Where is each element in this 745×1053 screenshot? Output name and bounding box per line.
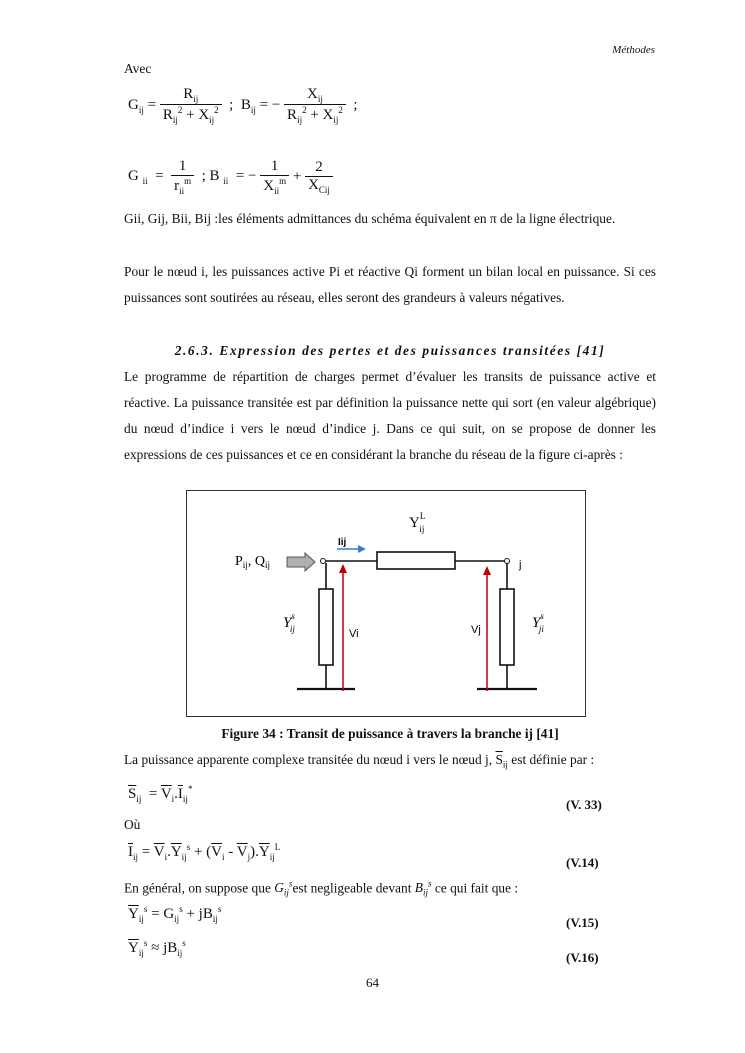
equation-number-v14: (V.14) — [566, 855, 599, 870]
label-current: Iij — [338, 537, 347, 548]
equation-number-v15: (V.15) — [566, 915, 599, 930]
figure-caption: Figure 34 : Transit de puissance à travers la branche ij [41] — [221, 726, 559, 741]
current-arrow — [358, 545, 366, 553]
shunt-right — [500, 589, 514, 665]
shunt-left — [319, 589, 333, 665]
equation-gii-bii: G $_{ii}$ = $\frac{1}{r_{ii}^m}$ ; B $_{ii}$ = − $\frac{1}{X_{ii}^m}$ + $\frac{2}{X_{Cij}}$ — [128, 158, 333, 196]
equation-yij-approx: $\overline{Y}_{ij}^s \approx jB_{ij}^s$ — [128, 938, 186, 958]
section-title: 2.6.3. Expression des pertes et des puissances transitées [41] — [174, 343, 606, 358]
equation-yij-full: $\overline{Y}_{ij}^s = G_{ij}^s + jB_{ij}^s$ — [128, 904, 222, 924]
vj-arrow — [483, 566, 491, 575]
label-j: j — [519, 559, 522, 571]
label-ou: Où — [124, 817, 141, 832]
paragraph-admittances: Gii, Gij, Bii, Bij :les éléments admittances du schéma équivalent en π de la ligne électrique. — [124, 211, 616, 226]
power-block-arrow — [287, 553, 315, 571]
running-header: Méthodes — [612, 44, 655, 56]
vi-arrow — [339, 564, 347, 573]
label-vj: Vj — [471, 624, 481, 636]
equation-gij-bij: $G_{ij}$ = $\frac{R_{ij}}{R_{ij}^2 + X_{ij}^2}$ ; $B_{ij}$ = − $\frac{X_{ij}}{R_{ij}^2 + X_{ij}^2}$ ; — [128, 86, 358, 125]
equation-iij: $\overline{I}_{ij} = \overline{V}_i.\overline{Y}_{ij}^s + (\overline{V}_i - \overline{V}_j).\overline{Y}_{ij}^L$ — [128, 842, 281, 862]
series-impedance — [377, 552, 455, 569]
paragraph-transits: Le programme de répartition de charges permet d’évaluer les transits de puissance active et réactive. La puissance transitée est par définition la puissance nette qui sort (en valeur algébrique) du nœud d’indice i vers le nœud d’indice j. Dans ce qui suit, on se propose de donner les expressions de ces puissances et ce en considérant la branche du réseau de la figure ci-après : — [124, 369, 656, 462]
label-ylij: $Y^L$ ij — [409, 511, 426, 534]
equation-number-v16: (V.16) — [566, 950, 599, 965]
paragraph-apparent-power: La puissance apparente complexe transitée du nœud i vers le nœud j, $\overline{S}_{ij}$ est définie par : — [124, 752, 595, 770]
paragraph-bilan: Pour le nœud i, les puissances active Pi et réactive Qi forment un bilan local en puissance. Si ces puissances sont soutirées au réseau, elles seront des grandeurs à valeurs négatives. — [124, 264, 656, 305]
equation-number-v33: (V. 33) — [566, 797, 602, 812]
node-i — [321, 559, 326, 564]
label-vi: Vi — [349, 628, 359, 640]
label-pij-qij: $P_{ij}$, $Q_{ij}$ — [235, 554, 270, 570]
node-j — [505, 559, 510, 564]
paragraph-hypothesis: En général, on suppose que $G_{ij}^sest$ negligeable devant $B_{ij}^s$ ce qui fait que : — [124, 879, 519, 899]
equation-sij: $\overline{S}_{ij} = \overline{V}_i.\overline{I}_{ij}^*$ — [128, 784, 193, 804]
circuit-svg — [187, 491, 585, 716]
label-ysij: $Y^s$ ij — [283, 611, 295, 634]
page-number: 64 — [366, 975, 379, 990]
avec-label: Avec — [124, 61, 152, 76]
figure-branch-diagram — [186, 490, 586, 717]
label-ysji: $Y^s$ ji — [532, 611, 544, 634]
